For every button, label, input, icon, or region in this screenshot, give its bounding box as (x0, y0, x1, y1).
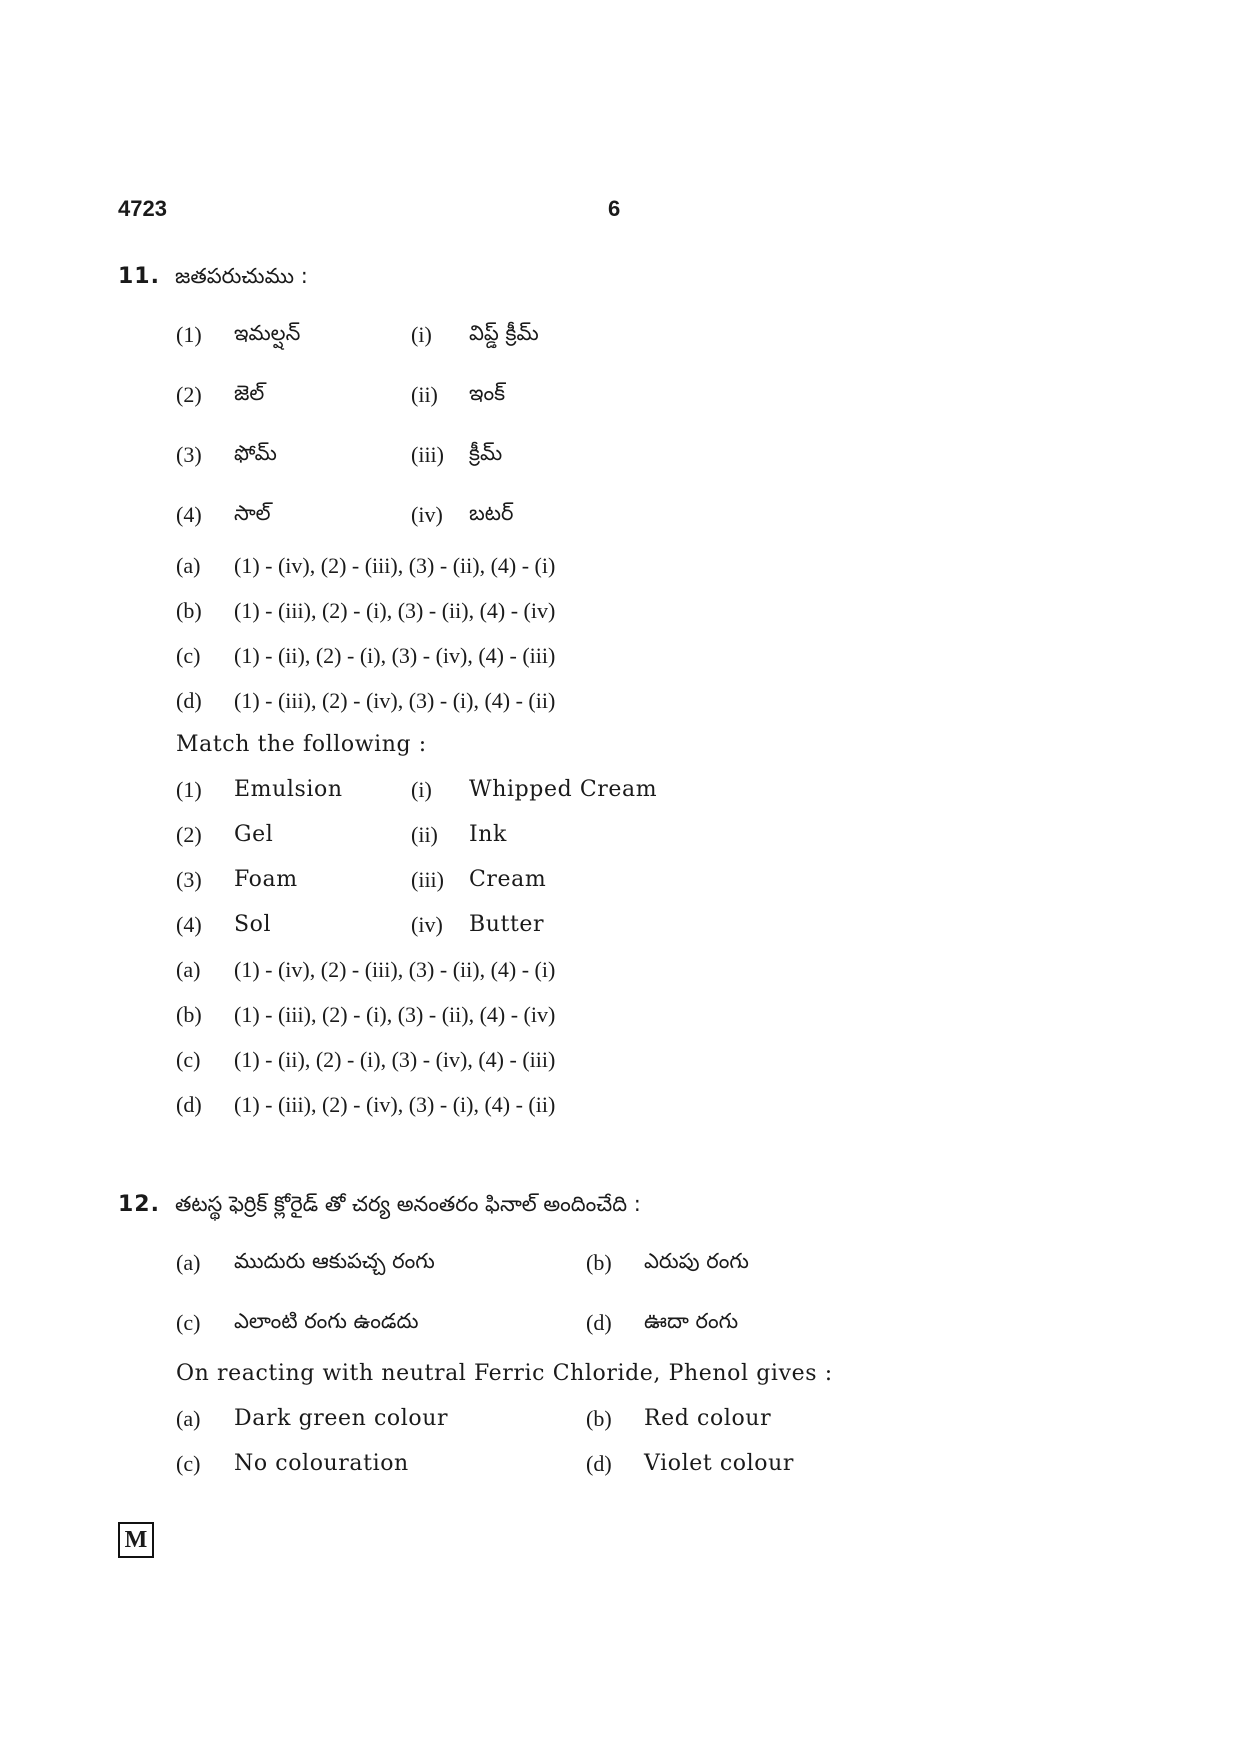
option-text: (1) - (ii), (2) - (i), (3) - (iv), (4) - (iii) (234, 1047, 556, 1072)
pair-left-item: Sol (234, 912, 272, 937)
pair-right-item: క్రీమ్ (469, 441, 503, 465)
option-label: (a) (176, 957, 201, 982)
option-text: (1) - (iii), (2) - (iv), (3) - (i), (4) - (ii) (234, 1092, 556, 1117)
option-label: (c) (176, 1310, 201, 1335)
option-label: (d) (176, 688, 202, 713)
option-text: (1) - (iv), (2) - (iii), (3) - (ii), (4) - (i) (234, 553, 556, 578)
question-11-english-prompt: Match the following : (176, 732, 427, 757)
question-11-number: 11. (118, 264, 160, 289)
option-text: ఎరుపు రంగు (644, 1249, 749, 1273)
question-11-telugu-prompt: జతపరుచుము : (175, 264, 308, 288)
pair-right-label: (iii) (411, 442, 444, 467)
pair-right-label: (iv) (411, 502, 443, 527)
option-text: (1) - (iii), (2) - (i), (3) - (ii), (4) - (iv) (234, 1002, 556, 1027)
option-text: ఎలాంటి రంగు ఉండదు (234, 1309, 419, 1333)
pair-label: (1) (176, 322, 202, 347)
option-label: (c) (176, 643, 201, 668)
pair-right-label: (iii) (411, 867, 444, 892)
pair-right-item: విప్డ్ క్రీమ్ (469, 321, 539, 345)
pair-left-item: జెల్ (234, 381, 265, 405)
option-label: (a) (176, 1406, 201, 1431)
pair-left-item: సాల్ (234, 501, 271, 525)
option-label: (a) (176, 1250, 201, 1275)
question-12-english-prompt: On reacting with neutral Ferric Chloride, Phenol gives : (176, 1361, 833, 1386)
pair-right-item: Butter (469, 912, 545, 937)
pair-right-item: బటర్ (469, 501, 514, 525)
option-text: ఊదా రంగు (644, 1309, 739, 1333)
pair-right-item: Cream (469, 867, 547, 892)
option-text: Red colour (644, 1406, 772, 1431)
pair-left-item: Foam (234, 867, 298, 892)
option-label: (b) (586, 1250, 612, 1275)
pair-label: (4) (176, 502, 202, 527)
option-label: (c) (176, 1451, 201, 1476)
option-label: (a) (176, 553, 201, 578)
pair-left-item: Gel (234, 822, 274, 847)
pair-right-label: (ii) (411, 382, 438, 407)
option-label: (d) (586, 1451, 612, 1476)
option-text: Violet colour (644, 1451, 795, 1476)
pair-left-item: ఫోమ్ (234, 441, 277, 465)
pair-right-label: (iv) (411, 912, 443, 937)
pair-right-item: ఇంక్ (469, 381, 506, 405)
pair-label: (4) (176, 912, 202, 937)
paper-code: 4723 (118, 196, 167, 221)
option-text: Dark green colour (234, 1406, 449, 1431)
pair-label: (2) (176, 822, 202, 847)
pair-left-item: Emulsion (234, 777, 343, 802)
option-text: No colouration (234, 1451, 409, 1476)
medium-mark-box: M (118, 1522, 154, 1558)
question-12-number: 12. (118, 1192, 160, 1217)
option-label: (b) (586, 1406, 612, 1431)
pair-left-item: ఇమల్షన్ (234, 321, 301, 345)
option-label: (d) (176, 1092, 202, 1117)
option-text: (1) - (iii), (2) - (iv), (3) - (i), (4) - (ii) (234, 688, 556, 713)
pair-label: (1) (176, 777, 202, 802)
pair-right-item: Ink (469, 822, 507, 847)
option-label: (b) (176, 1002, 202, 1027)
pair-label: (3) (176, 442, 202, 467)
question-12-telugu-prompt: తటస్థ ఫెర్రిక్ క్లోరైడ్ తో చర్య అనంతరం ఫినాల్ అందించేది : (175, 1192, 641, 1216)
pair-label: (2) (176, 382, 202, 407)
option-label: (c) (176, 1047, 201, 1072)
option-text: ముదురు ఆకుపచ్చ రంగు (234, 1249, 435, 1273)
pair-right-label: (i) (411, 777, 432, 802)
pair-right-item: Whipped Cream (469, 777, 658, 802)
page-number: 6 (608, 196, 621, 221)
option-text: (1) - (ii), (2) - (i), (3) - (iv), (4) - (iii) (234, 643, 556, 668)
pair-right-label: (i) (411, 322, 432, 347)
option-label: (d) (586, 1310, 612, 1335)
pair-label: (3) (176, 867, 202, 892)
pair-right-label: (ii) (411, 822, 438, 847)
option-text: (1) - (iv), (2) - (iii), (3) - (ii), (4) - (i) (234, 957, 556, 982)
option-label: (b) (176, 598, 202, 623)
option-text: (1) - (iii), (2) - (i), (3) - (ii), (4) - (iv) (234, 598, 556, 623)
